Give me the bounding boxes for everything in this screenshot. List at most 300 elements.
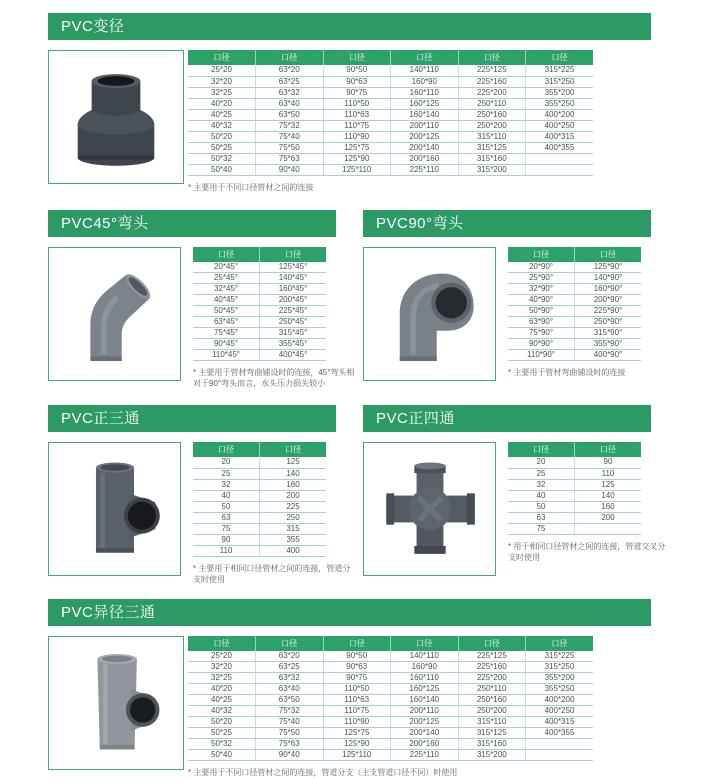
table-cell: 200*125: [391, 131, 459, 142]
table-row: [508, 317, 641, 328]
table-cell: 355*250: [526, 684, 594, 695]
table-cell: 160: [260, 479, 327, 490]
table-row: [188, 662, 593, 673]
table-row: [193, 490, 326, 501]
table-row: [508, 262, 641, 273]
table-cell: 40*32: [188, 706, 256, 717]
table-cell: 315*45°: [260, 328, 327, 339]
table-cell: 250*110: [458, 684, 526, 695]
table-cell: 160*45°: [260, 284, 327, 295]
table-cell: 110: [193, 545, 260, 556]
table-cell: 140*110: [391, 65, 459, 76]
table-cell: 75*63: [256, 153, 324, 164]
table-cell: 400*250: [526, 706, 594, 717]
table-cell: 140: [575, 490, 642, 501]
table-row: [188, 706, 593, 717]
product-image-box: [48, 247, 181, 381]
column-header: 口径: [575, 442, 642, 457]
table-cell: 110*63: [323, 695, 391, 706]
table-cell: 315*200: [458, 164, 526, 175]
table-cell: 75*90°: [508, 328, 575, 339]
section-title-bar: [48, 405, 336, 432]
table-cell: 40*45°: [193, 295, 260, 306]
section-pvc-reducer: [48, 13, 709, 193]
pvc-cross-image: [374, 450, 486, 568]
table-cell: 50*32: [188, 153, 256, 164]
usage-note: * 主要用于管材弯曲铺设时的连接，45°弯头相对于90°弯头而言，水头压力损失较小: [193, 367, 355, 389]
table-cell: 355*200: [526, 87, 594, 98]
table-cell: 63*25: [256, 76, 324, 87]
table-cell: 250*45°: [260, 317, 327, 328]
table-cell: 90: [575, 457, 642, 468]
table-cell: 315*110: [458, 131, 526, 142]
pvc-90-elbow-image: [374, 255, 486, 373]
table-row: [193, 306, 326, 317]
table-row: [508, 295, 641, 306]
table-cell: 63: [193, 512, 260, 523]
table-cell: 160*140: [391, 109, 459, 120]
column-header: 口径: [260, 247, 327, 262]
pvc-reducing-tee-image: [58, 644, 174, 762]
section-title: PVC45°弯头: [61, 215, 149, 232]
table-cell: 40: [508, 490, 575, 501]
product-image-box: [48, 442, 181, 576]
column-header: 口径: [508, 247, 575, 262]
table-cell: 400*45°: [260, 350, 327, 361]
table-row: [188, 739, 593, 750]
table-cell: 75: [508, 523, 575, 534]
table-row: [193, 295, 326, 306]
product-image-box: [363, 247, 496, 381]
table-cell: 40*32: [188, 120, 256, 131]
table-cell: 25*45°: [193, 273, 260, 284]
pvc-reducer-image: [58, 58, 174, 176]
table-row: [188, 651, 593, 662]
table-row: [188, 120, 593, 131]
table-cell: 225*45°: [260, 306, 327, 317]
table-cell: 250*200: [458, 706, 526, 717]
table-cell: 25: [508, 468, 575, 479]
column-header: 口径: [526, 50, 594, 65]
usage-note: * 主要用于不同口径管材之间的连接，管道分支（主支管道口径不同）时使用: [188, 767, 598, 778]
table-row: [188, 87, 593, 98]
row-elbows: [48, 210, 709, 390]
table-cell: 63*50: [256, 109, 324, 120]
table-cell: 75*50: [256, 728, 324, 739]
table-cell: 200*110: [391, 706, 459, 717]
table-cell: 50*20: [188, 717, 256, 728]
column-header: 口径: [323, 636, 391, 651]
section-title-bar: [48, 599, 651, 626]
table-cell: 200*125: [391, 717, 459, 728]
table-cell: 40*25: [188, 695, 256, 706]
table-cell: 110*50: [323, 98, 391, 109]
table-cell: 90*50: [323, 651, 391, 662]
table-cell: 25*20: [188, 65, 256, 76]
table-cell: 160: [575, 501, 642, 512]
table-cell: 90*40: [256, 750, 324, 761]
table-cell: 90*90°: [508, 339, 575, 350]
table-cell: 32*20: [188, 76, 256, 87]
table-cell: 75*40: [256, 717, 324, 728]
table-cell: 400*315: [526, 717, 594, 728]
table-cell: 315*225: [526, 651, 594, 662]
table-cell: [526, 750, 594, 761]
table-cell: 160*90: [391, 662, 459, 673]
table-cell: 75: [193, 523, 260, 534]
table-cell: 125*110: [323, 750, 391, 761]
column-header: 口径: [193, 247, 260, 262]
product-image-box: [48, 636, 184, 770]
column-header: 口径: [391, 50, 459, 65]
table-cell: 250*160: [458, 109, 526, 120]
table-row: [508, 501, 641, 512]
table-cell: 110*90°: [508, 350, 575, 361]
table-row: [188, 750, 593, 761]
table-cell: 50*40: [188, 164, 256, 175]
section-title-bar: [363, 210, 651, 237]
table-cell: 400*315: [526, 131, 594, 142]
table-cell: 110*75: [323, 120, 391, 131]
table-cell: 200*140: [391, 142, 459, 153]
table-cell: 50: [193, 501, 260, 512]
table-row: [193, 262, 326, 273]
usage-note: * 用于相同口径管材之间的连接，管道交叉分支时使用: [508, 541, 670, 563]
table-cell: 400*90°: [575, 350, 642, 361]
table-row: [188, 98, 593, 109]
section-title: PVC异径三通: [61, 604, 155, 621]
table-cell: 110*50: [323, 684, 391, 695]
table-cell: 315*90°: [575, 328, 642, 339]
table-cell: 250*90°: [575, 317, 642, 328]
column-header: 口径: [526, 636, 594, 651]
table-cell: 20: [193, 457, 260, 468]
table-row: [188, 695, 593, 706]
table-cell: 63*20: [256, 65, 324, 76]
table-cell: 315*160: [458, 153, 526, 164]
table-cell: 315*110: [458, 717, 526, 728]
table-cell: 315*250: [526, 76, 594, 87]
table-row: [193, 523, 326, 534]
table-cell: 63*32: [256, 673, 324, 684]
table-row: [188, 142, 593, 153]
table-cell: 315*250: [526, 662, 594, 673]
table-cell: 140*90°: [575, 273, 642, 284]
column-header: 口径: [260, 442, 327, 457]
table-cell: 355*200: [526, 673, 594, 684]
table-cell: 50*40: [188, 750, 256, 761]
section-pvc-reducing-tee: [48, 599, 709, 778]
column-header: 口径: [458, 50, 526, 65]
table-cell: 140*110: [391, 651, 459, 662]
table-cell: 355*45°: [260, 339, 327, 350]
table-cell: 160*90: [391, 76, 459, 87]
table-row: [193, 534, 326, 545]
table-row: [188, 153, 593, 164]
pvc-45-elbow-image: [59, 255, 171, 373]
table-row: [188, 684, 593, 695]
table-cell: 63: [508, 512, 575, 523]
table-cell: 40*25: [188, 109, 256, 120]
section-title: PVC正四通: [376, 410, 455, 427]
table-cell: 125*45°: [260, 262, 327, 273]
table-cell: 50*25: [188, 142, 256, 153]
table-cell: 63*25: [256, 662, 324, 673]
table-cell: 355*250: [526, 98, 594, 109]
table-cell: 315: [260, 523, 327, 534]
table-cell: 160*90°: [575, 284, 642, 295]
table-cell: 125*75: [323, 142, 391, 153]
table-cell: 32*25: [188, 673, 256, 684]
usage-note: * 主要用于相同口径管材之间的连接，管道分支时使用: [193, 563, 355, 585]
table-cell: 90*50: [323, 65, 391, 76]
table-cell: 50*45°: [193, 306, 260, 317]
table-cell: 40*90°: [508, 295, 575, 306]
table-cell: 110*90: [323, 131, 391, 142]
table-row: [188, 164, 593, 175]
table-cell: 225*160: [458, 662, 526, 673]
table-cell: 160*110: [391, 673, 459, 684]
table-cell: 32*20: [188, 662, 256, 673]
table-cell: 400*200: [526, 695, 594, 706]
table-cell: 63*50: [256, 695, 324, 706]
table-cell: 160*125: [391, 684, 459, 695]
row-tees: [48, 405, 709, 585]
section-title-bar: [48, 13, 651, 40]
table-row: [508, 468, 641, 479]
table-cell: 225*200: [458, 673, 526, 684]
table-cell: [526, 164, 594, 175]
table-cell: 225*160: [458, 76, 526, 87]
table-cell: 125*110: [323, 164, 391, 175]
table-cell: 400*355: [526, 728, 594, 739]
table-cell: 225*125: [458, 651, 526, 662]
table-cell: 250*160: [458, 695, 526, 706]
table-cell: 200: [575, 512, 642, 523]
table-row: [188, 131, 593, 142]
table-row: [508, 306, 641, 317]
table-cell: 32: [508, 479, 575, 490]
column-header: 口径: [391, 636, 459, 651]
table-row: [188, 673, 593, 684]
table-row: [188, 717, 593, 728]
table-row: [193, 457, 326, 468]
column-header: 口径: [256, 50, 324, 65]
column-header: 口径: [508, 442, 575, 457]
table-row: [193, 479, 326, 490]
section-title: PVC90°弯头: [376, 215, 464, 232]
table-row: [508, 479, 641, 490]
table-cell: 125*90: [323, 739, 391, 750]
table-cell: 40: [193, 490, 260, 501]
table-cell: 40*20: [188, 684, 256, 695]
table-cell: 110*63: [323, 109, 391, 120]
table-row: [508, 350, 641, 361]
table-row: [193, 339, 326, 350]
table-cell: 200*45°: [260, 295, 327, 306]
table-cell: 50*32: [188, 739, 256, 750]
table-cell: 90: [193, 534, 260, 545]
table-row: [193, 273, 326, 284]
table-cell: [575, 523, 642, 534]
table-row: [193, 545, 326, 556]
table-cell: 200*160: [391, 739, 459, 750]
table-cell: 315*125: [458, 142, 526, 153]
table-cell: 125*75: [323, 728, 391, 739]
table-row: [193, 317, 326, 328]
table-cell: 315*125: [458, 728, 526, 739]
table-cell: 25: [193, 468, 260, 479]
usage-note: * 主要用于不同口径管材之间的连接: [188, 182, 598, 193]
table-row: [188, 65, 593, 76]
table-row: [508, 523, 641, 534]
table-cell: 200*90°: [575, 295, 642, 306]
table-row: [508, 490, 641, 501]
table-cell: 125*90: [323, 153, 391, 164]
table-row: [508, 457, 641, 468]
table-cell: 250: [260, 512, 327, 523]
table-cell: 50*25: [188, 728, 256, 739]
table-cell: 160*110: [391, 87, 459, 98]
pvc-equal-tee-image: [59, 450, 171, 568]
table-cell: 400*355: [526, 142, 594, 153]
table-row: [508, 339, 641, 350]
table-cell: 75*45°: [193, 328, 260, 339]
table-cell: 315*225: [526, 65, 594, 76]
table-cell: 25*90°: [508, 273, 575, 284]
table-row: [193, 284, 326, 295]
table-cell: 63*40: [256, 684, 324, 695]
table-cell: 250*200: [458, 120, 526, 131]
table-cell: 63*32: [256, 87, 324, 98]
size-table: [188, 50, 593, 176]
table-cell: 75*40: [256, 131, 324, 142]
table-cell: 40*20: [188, 98, 256, 109]
table-cell: 90*40: [256, 164, 324, 175]
table-cell: 50*20: [188, 131, 256, 142]
table-cell: 32: [193, 479, 260, 490]
table-cell: 125: [260, 457, 327, 468]
table-cell: 225*110: [391, 164, 459, 175]
table-row: [508, 328, 641, 339]
table-cell: 63*90°: [508, 317, 575, 328]
table-row: [193, 512, 326, 523]
size-table: [508, 247, 641, 362]
table-row: [193, 328, 326, 339]
table-cell: 20*45°: [193, 262, 260, 273]
table-cell: 200*140: [391, 728, 459, 739]
size-table: [508, 442, 641, 535]
table-cell: 32*45°: [193, 284, 260, 295]
section-title: PVC正三通: [61, 410, 140, 427]
table-cell: 50*90°: [508, 306, 575, 317]
table-cell: 200: [260, 490, 327, 501]
section-pvc-equal-tee: [48, 405, 336, 585]
product-image-box: [48, 50, 184, 184]
column-header: 口径: [575, 247, 642, 262]
table-cell: 25*20: [188, 651, 256, 662]
table-cell: 20: [508, 457, 575, 468]
table-row: [193, 501, 326, 512]
table-cell: 90*75: [323, 673, 391, 684]
table-row: [188, 109, 593, 120]
table-cell: 32*90°: [508, 284, 575, 295]
table-cell: 355*90°: [575, 339, 642, 350]
section-pvc-cross: [363, 405, 651, 585]
table-cell: 110*75: [323, 706, 391, 717]
table-cell: 225*110: [391, 750, 459, 761]
table-row: [508, 512, 641, 523]
table-cell: 140*45°: [260, 273, 327, 284]
table-cell: 400: [260, 545, 327, 556]
size-table: [188, 636, 593, 762]
table-cell: 20*90°: [508, 262, 575, 273]
table-cell: 63*40: [256, 98, 324, 109]
table-row: [188, 76, 593, 87]
column-header: 口径: [193, 442, 260, 457]
column-header: 口径: [458, 636, 526, 651]
table-cell: 225*200: [458, 87, 526, 98]
section-title-bar: [363, 405, 651, 432]
table-cell: 355: [260, 534, 327, 545]
table-cell: 125*90°: [575, 262, 642, 273]
section-pvc-45-elbow: [48, 210, 336, 390]
table-row: [188, 728, 593, 739]
table-cell: 90*63: [323, 76, 391, 87]
table-cell: 50: [508, 501, 575, 512]
table-row: [508, 284, 641, 295]
product-image-box: [363, 442, 496, 576]
table-cell: 63*20: [256, 651, 324, 662]
table-cell: 90*75: [323, 87, 391, 98]
column-header: 口径: [188, 636, 256, 651]
table-cell: 32*25: [188, 87, 256, 98]
table-row: [508, 273, 641, 284]
table-cell: [526, 739, 594, 750]
table-cell: 110*45°: [193, 350, 260, 361]
table-cell: 400*250: [526, 120, 594, 131]
table-cell: 110: [575, 468, 642, 479]
table-cell: 75*63: [256, 739, 324, 750]
column-header: 口径: [323, 50, 391, 65]
section-pvc-90-elbow: [363, 210, 651, 390]
table-cell: 63*45°: [193, 317, 260, 328]
table-cell: 160*140: [391, 695, 459, 706]
size-table: [193, 247, 326, 362]
table-cell: 400*200: [526, 109, 594, 120]
table-cell: 125: [575, 479, 642, 490]
table-cell: 315*160: [458, 739, 526, 750]
table-cell: 200*110: [391, 120, 459, 131]
table-cell: 140: [260, 468, 327, 479]
table-cell: [526, 153, 594, 164]
table-cell: 75*32: [256, 120, 324, 131]
section-title-bar: [48, 210, 336, 237]
table-cell: 90*63: [323, 662, 391, 673]
table-row: [193, 350, 326, 361]
table-cell: 225: [260, 501, 327, 512]
table-cell: 200*160: [391, 153, 459, 164]
table-cell: 225*125: [458, 65, 526, 76]
usage-note: * 主要用于管材弯曲铺设时的连接: [508, 367, 670, 378]
size-table: [193, 442, 326, 557]
table-cell: 225*90°: [575, 306, 642, 317]
table-cell: 75*50: [256, 142, 324, 153]
table-cell: 250*110: [458, 98, 526, 109]
column-header: 口径: [256, 636, 324, 651]
table-cell: 315*200: [458, 750, 526, 761]
table-cell: 110*90: [323, 717, 391, 728]
